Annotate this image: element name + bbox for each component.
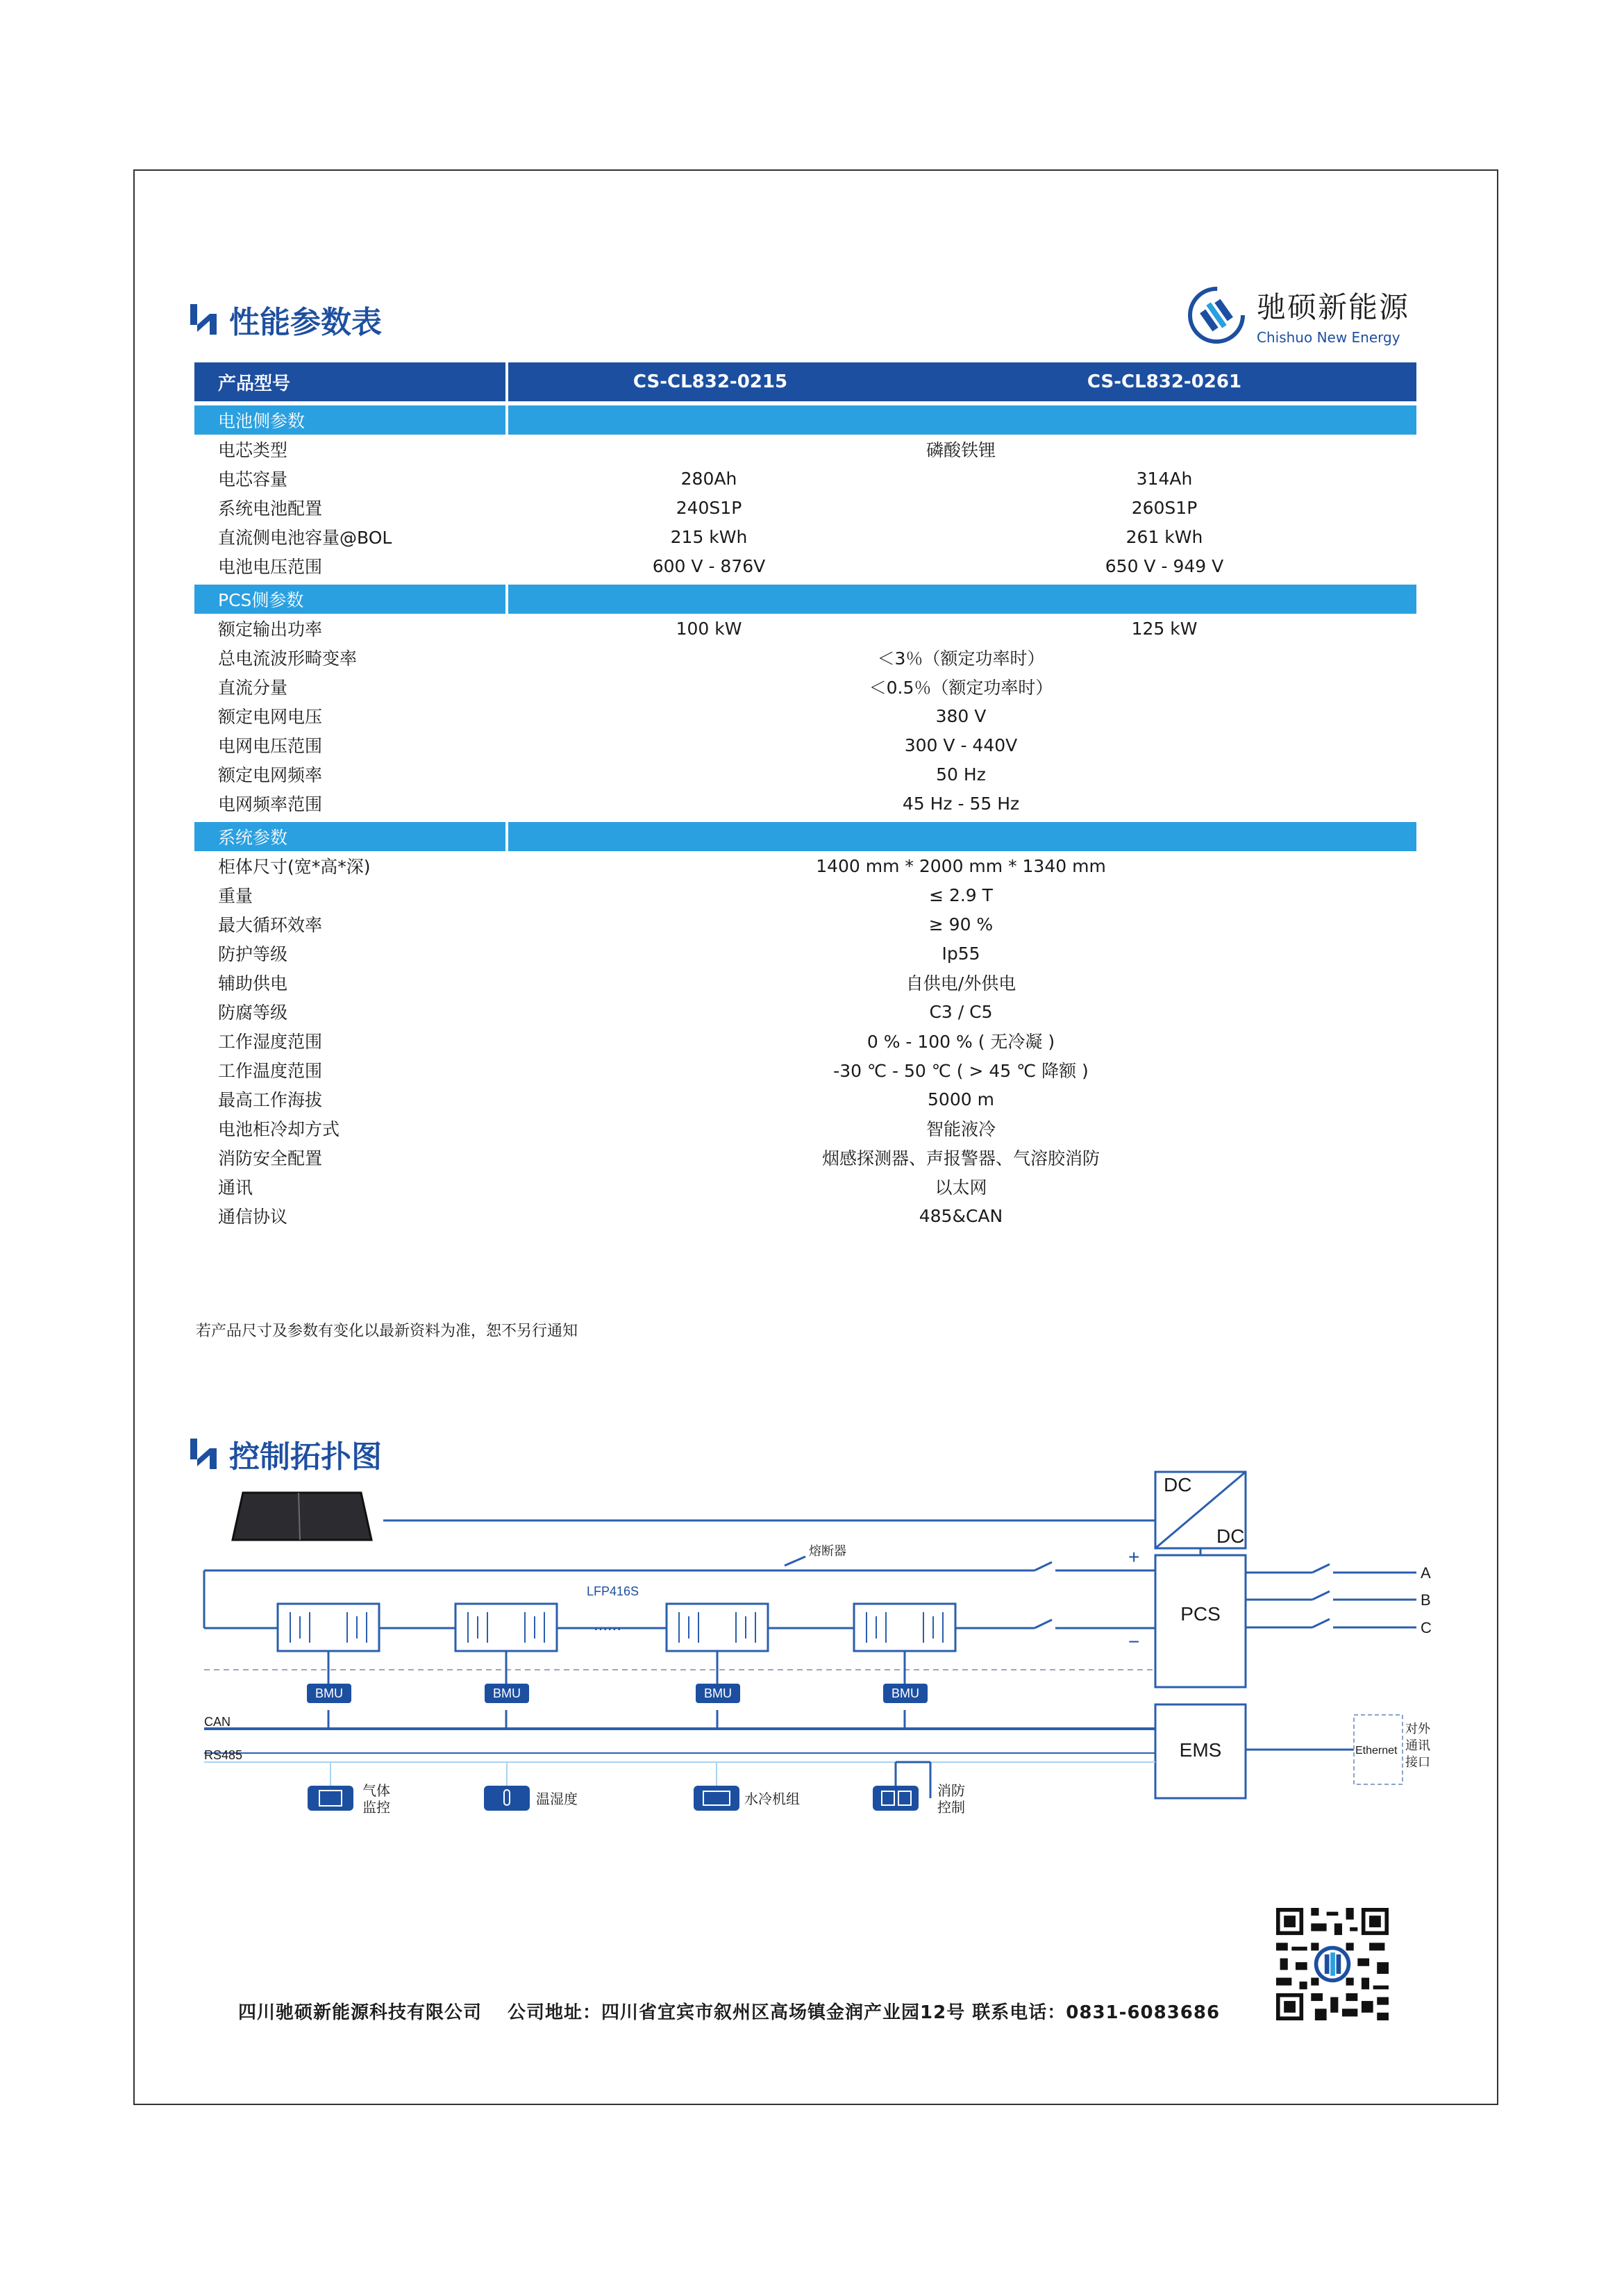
fuse-icon — [785, 1557, 805, 1566]
row-label: 柜体尺寸(宽*高*深) — [218, 857, 371, 877]
row-value: ＜0.5％（额定功率时） — [869, 678, 1053, 698]
row-value: Ip55 — [941, 943, 980, 964]
ext-label-3: 接口 — [1405, 1755, 1430, 1769]
ethernet-label: Ethernet — [1355, 1745, 1398, 1757]
row-label: 总电流波形畸变率 — [218, 648, 358, 669]
row-label: 消防安全配置 — [218, 1148, 323, 1168]
section-title-text: 性能参数表 — [229, 305, 382, 340]
header-model-1: CS-CL832-0215 — [633, 371, 788, 392]
lfp-label: LFP416S — [587, 1584, 639, 1598]
dc-top-label: DC — [1164, 1474, 1192, 1495]
section-title-text: 控制拓扑图 — [229, 1439, 382, 1475]
sensor-icons — [308, 1786, 919, 1811]
row-label: 额定输出功率 — [218, 619, 323, 639]
row-value-model-1: 240S1P — [676, 497, 742, 518]
disclaimer-note: 若产品尺寸及参数有变化以最新资料为准，恕不另行通知 — [196, 1323, 578, 1340]
section-label: 系统参数 — [218, 828, 288, 848]
ems-label: EMS — [1179, 1739, 1222, 1761]
logo-text-en: Chishuo New Energy — [1257, 329, 1400, 346]
row-value-model-2: 314Ah — [1136, 468, 1193, 489]
header-label: 产品型号 — [218, 373, 291, 394]
row-value: 50 Hz — [936, 764, 986, 785]
row-value-model-1: 280Ah — [680, 468, 737, 489]
row-value-model-1: 100 kW — [676, 618, 742, 639]
bmu-label: BMU — [493, 1686, 521, 1700]
row-label: 系统电池配置 — [218, 498, 323, 519]
plus-label: + — [1128, 1546, 1140, 1568]
row-value-model-1: 215 kWh — [670, 526, 748, 547]
row-label: 通信协议 — [218, 1207, 288, 1227]
row-label: 工作湿度范围 — [218, 1032, 323, 1052]
row-label: 直流侧电池容量@BOL — [218, 528, 392, 548]
row-value: 300 V - 440V — [904, 735, 1018, 755]
gas-label-1: 气体 — [362, 1784, 390, 1799]
phase-a-label: A — [1421, 1564, 1431, 1582]
row-value: 1400 mm * 2000 mm * 1340 mm — [816, 855, 1106, 876]
row-value-model-2: 650 V - 949 V — [1105, 555, 1224, 576]
ext-label-1: 对外 — [1405, 1722, 1430, 1736]
row-label: 最大循环效率 — [218, 915, 323, 935]
header-model-2: CS-CL832-0261 — [1087, 371, 1242, 392]
row-label: 电池电压范围 — [218, 557, 323, 577]
row-value: ≤ 2.9 T — [929, 885, 993, 905]
ext-label-2: 通讯 — [1405, 1738, 1430, 1752]
row-value: ≥ 90 % — [928, 914, 994, 935]
dc-bottom-label: DC — [1216, 1525, 1245, 1547]
row-value: 485&CAN — [919, 1205, 1003, 1226]
row-value: 以太网 — [935, 1178, 987, 1198]
row-value: 自供电/外供电 — [905, 973, 1016, 994]
row-label: 辅助供电 — [218, 973, 288, 994]
section-label: 电池侧参数 — [218, 411, 305, 431]
row-value-model-2: 260S1P — [1131, 497, 1198, 518]
chiller-icon — [694, 1786, 739, 1811]
row-value: 380 V — [935, 705, 987, 726]
fire-label-1: 消防 — [937, 1784, 965, 1799]
row-label: 防腐等级 — [218, 1003, 288, 1023]
logo-text-cn: 驰硕新能源 — [1257, 290, 1410, 324]
fire-control-icon — [873, 1786, 919, 1811]
row-value-model-2: 261 kWh — [1125, 526, 1203, 547]
row-label: 额定电网频率 — [218, 765, 323, 785]
row-label: 电网电压范围 — [218, 736, 323, 756]
phase-c-label: C — [1421, 1619, 1432, 1636]
rs485-label: RS485 — [204, 1748, 243, 1762]
section-label: PCS侧参数 — [218, 590, 304, 610]
row-label: 防护等级 — [218, 944, 288, 964]
row-value: 45 Hz - 55 Hz — [902, 793, 1020, 814]
row-value-model-1: 600 V - 876V — [652, 555, 766, 576]
humidity-label: 温湿度 — [536, 1792, 578, 1807]
row-value: 磷酸铁锂 — [926, 440, 996, 460]
row-value: 烟感探测器、声报警器、气溶胶消防 — [821, 1148, 1100, 1168]
bmu-label: BMU — [315, 1686, 343, 1700]
row-label: 工作温度范围 — [218, 1061, 323, 1081]
row-label: 额定电网电压 — [218, 707, 323, 727]
bmu-label: BMU — [891, 1686, 919, 1700]
row-value: -30 ℃ - 50 ℃ ( > 45 ℃ 降额 ) — [833, 1061, 1089, 1081]
can-label: CAN — [204, 1715, 231, 1729]
phase-b-label: B — [1421, 1591, 1431, 1609]
row-value-model-2: 125 kW — [1131, 618, 1198, 639]
chiller-label: 水冷机组 — [744, 1792, 800, 1807]
qr-code-icon — [1276, 1908, 1389, 2020]
row-label: 电芯容量 — [218, 469, 288, 489]
row-label: 电池柜冷却方式 — [218, 1119, 340, 1139]
pcs-label: PCS — [1180, 1603, 1221, 1625]
row-label: 通讯 — [218, 1178, 253, 1198]
minus-label: − — [1128, 1631, 1140, 1652]
row-value: 智能液冷 — [926, 1119, 996, 1139]
row-label: 最高工作海拔 — [218, 1090, 323, 1110]
bmu-tags — [307, 1684, 928, 1703]
row-label: 重量 — [218, 886, 253, 906]
row-label: 电芯类型 — [218, 440, 288, 460]
company-footer: 四川驰硕新能源科技有限公司 公司地址：四川省宜宾市叙州区高场镇金润产业园12号 联系电话：0831-6083686 — [238, 2002, 1221, 2023]
gas-label-2: 监控 — [362, 1800, 390, 1816]
row-value: ＜3％（额定功率时） — [877, 648, 1045, 669]
row-value: C3 / C5 — [929, 1001, 993, 1022]
bmu-label: BMU — [704, 1686, 732, 1700]
fuse-label: 熔断器 — [809, 1544, 846, 1558]
fire-label-2: 控制 — [937, 1800, 965, 1816]
row-value: 5000 m — [928, 1089, 994, 1109]
row-label: 直流分量 — [218, 678, 288, 698]
row-value: 0 % - 100 % ( 无冷凝 ) — [867, 1032, 1055, 1052]
ellipsis-label: ...... — [594, 1616, 622, 1634]
row-label: 电网频率范围 — [218, 794, 323, 814]
gas-monitor-icon — [308, 1786, 353, 1811]
solar-panel-icon — [233, 1493, 371, 1540]
